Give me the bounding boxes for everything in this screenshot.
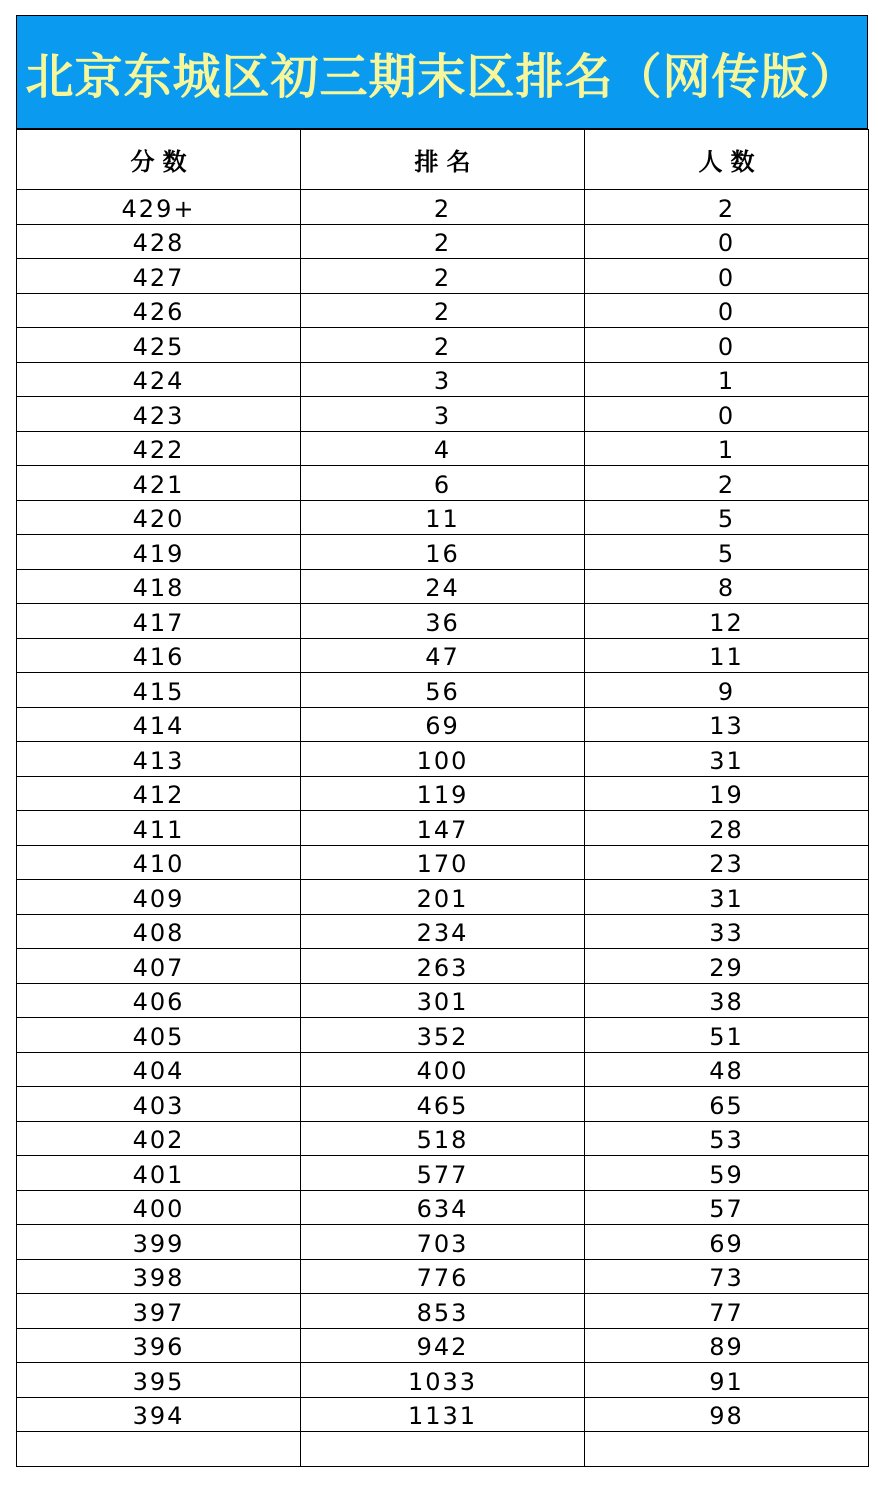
cell-count: 13 <box>585 707 869 742</box>
cell-count: 12 <box>585 604 869 639</box>
ranking-sheet <box>16 15 868 1467</box>
table-row <box>17 776 869 811</box>
cell-rank: 1131 <box>301 1397 585 1432</box>
cell-count: 69 <box>585 1225 869 1260</box>
cell-count: 1 <box>585 431 869 466</box>
page-title: 北京东城区初三期末区排名（网传版） <box>25 48 859 105</box>
cell-rank: 6 <box>301 466 585 501</box>
cell-score: 403 <box>17 1087 301 1122</box>
table-row <box>17 466 869 501</box>
table-row <box>17 224 869 259</box>
cell-score: 417 <box>17 604 301 639</box>
cell-count: 29 <box>585 949 869 984</box>
cell-score: 401 <box>17 1156 301 1191</box>
table-row <box>17 1190 869 1225</box>
cell-rank: 518 <box>301 1121 585 1156</box>
cell-count: 38 <box>585 983 869 1018</box>
cell-rank: 400 <box>301 1052 585 1087</box>
cell-score: 399 <box>17 1225 301 1260</box>
table-row <box>17 742 869 777</box>
cell-rank: 853 <box>301 1294 585 1329</box>
cell-score: 404 <box>17 1052 301 1087</box>
cell-rank: 776 <box>301 1259 585 1294</box>
cell-score: 419 <box>17 535 301 570</box>
cell-count: 31 <box>585 742 869 777</box>
table-row <box>17 983 869 1018</box>
cell-count: 2 <box>585 466 869 501</box>
table-row <box>17 811 869 846</box>
cell-rank: 2 <box>301 293 585 328</box>
cell-score: 415 <box>17 673 301 708</box>
cell-count: 77 <box>585 1294 869 1329</box>
cell-rank: 16 <box>301 535 585 570</box>
cell-score: 410 <box>17 845 301 880</box>
cell-score: 409 <box>17 880 301 915</box>
cell-count: 28 <box>585 811 869 846</box>
cell-count: 11 <box>585 638 869 673</box>
table-row <box>17 535 869 570</box>
cell-count: 91 <box>585 1363 869 1398</box>
cell-score: 398 <box>17 1259 301 1294</box>
table-row <box>17 1294 869 1329</box>
cell-count: 8 <box>585 569 869 604</box>
cell-score <box>17 1432 301 1467</box>
cell-count: 65 <box>585 1087 869 1122</box>
cell-score: 407 <box>17 949 301 984</box>
cell-score: 414 <box>17 707 301 742</box>
cell-count: 98 <box>585 1397 869 1432</box>
cell-score: 394 <box>17 1397 301 1432</box>
cell-rank: 2 <box>301 259 585 294</box>
cell-count: 59 <box>585 1156 869 1191</box>
cell-score: 427 <box>17 259 301 294</box>
table-row <box>17 1397 869 1432</box>
cell-score: 396 <box>17 1328 301 1363</box>
cell-rank: 634 <box>301 1190 585 1225</box>
cell-rank: 301 <box>301 983 585 1018</box>
table-row <box>17 1328 869 1363</box>
table-row <box>17 362 869 397</box>
cell-score: 412 <box>17 776 301 811</box>
table-row <box>17 1225 869 1260</box>
cell-rank: 3 <box>301 397 585 432</box>
table-row <box>17 707 869 742</box>
cell-count: 2 <box>585 190 869 225</box>
cell-count: 0 <box>585 224 869 259</box>
cell-score: 402 <box>17 1121 301 1156</box>
cell-rank: 36 <box>301 604 585 639</box>
table-row <box>17 1121 869 1156</box>
table-row <box>17 673 869 708</box>
table-row <box>17 604 869 639</box>
cell-rank: 465 <box>301 1087 585 1122</box>
cell-count: 1 <box>585 362 869 397</box>
cell-score: 426 <box>17 293 301 328</box>
cell-count: 9 <box>585 673 869 708</box>
header-count: 人数 <box>585 130 869 190</box>
cell-rank: 170 <box>301 845 585 880</box>
cell-count: 0 <box>585 259 869 294</box>
table-row <box>17 190 869 225</box>
cell-count: 53 <box>585 1121 869 1156</box>
cell-rank: 100 <box>301 742 585 777</box>
cell-score: 429+ <box>17 190 301 225</box>
cell-rank: 1033 <box>301 1363 585 1398</box>
table-row <box>17 1156 869 1191</box>
cell-rank: 352 <box>301 1018 585 1053</box>
table-body <box>17 190 869 1467</box>
cell-rank: 4 <box>301 431 585 466</box>
cell-score: 408 <box>17 914 301 949</box>
cell-score: 395 <box>17 1363 301 1398</box>
cell-score: 397 <box>17 1294 301 1329</box>
cell-count <box>585 1432 869 1467</box>
cell-rank: 942 <box>301 1328 585 1363</box>
table-row <box>17 1259 869 1294</box>
cell-score: 422 <box>17 431 301 466</box>
cell-count: 51 <box>585 1018 869 1053</box>
table-row <box>17 431 869 466</box>
table-row <box>17 397 869 432</box>
cell-score: 405 <box>17 1018 301 1053</box>
cell-score: 416 <box>17 638 301 673</box>
cell-count: 19 <box>585 776 869 811</box>
cell-score: 424 <box>17 362 301 397</box>
table-row <box>17 949 869 984</box>
cell-score: 413 <box>17 742 301 777</box>
table-row <box>17 1018 869 1053</box>
table-row <box>17 500 869 535</box>
header-rank: 排名 <box>301 130 585 190</box>
cell-score: 421 <box>17 466 301 501</box>
table-row <box>17 1363 869 1398</box>
table-row <box>17 1087 869 1122</box>
table-row <box>17 845 869 880</box>
cell-score: 428 <box>17 224 301 259</box>
cell-rank: 147 <box>301 811 585 846</box>
table-row <box>17 328 869 363</box>
cell-rank: 2 <box>301 224 585 259</box>
cell-count: 5 <box>585 500 869 535</box>
cell-count: 0 <box>585 293 869 328</box>
cell-count: 0 <box>585 397 869 432</box>
cell-rank: 69 <box>301 707 585 742</box>
table-row <box>17 1052 869 1087</box>
cell-rank: 119 <box>301 776 585 811</box>
cell-score: 425 <box>17 328 301 363</box>
cell-rank <box>301 1432 585 1467</box>
cell-count: 57 <box>585 1190 869 1225</box>
cell-rank: 11 <box>301 500 585 535</box>
header-score: 分数 <box>17 130 301 190</box>
cell-rank: 201 <box>301 880 585 915</box>
cell-score: 418 <box>17 569 301 604</box>
cell-rank: 577 <box>301 1156 585 1191</box>
cell-score: 400 <box>17 1190 301 1225</box>
cell-score: 420 <box>17 500 301 535</box>
cell-count: 48 <box>585 1052 869 1087</box>
header-row <box>17 130 869 190</box>
cell-score: 411 <box>17 811 301 846</box>
cell-count: 73 <box>585 1259 869 1294</box>
cell-rank: 703 <box>301 1225 585 1260</box>
cell-rank: 263 <box>301 949 585 984</box>
table-row <box>17 914 869 949</box>
cell-count: 33 <box>585 914 869 949</box>
cell-rank: 56 <box>301 673 585 708</box>
title-banner <box>16 15 868 129</box>
table-row <box>17 880 869 915</box>
cell-rank: 2 <box>301 328 585 363</box>
table-row <box>17 293 869 328</box>
cell-score: 406 <box>17 983 301 1018</box>
table-row <box>17 569 869 604</box>
cell-rank: 47 <box>301 638 585 673</box>
cell-score: 423 <box>17 397 301 432</box>
cell-rank: 24 <box>301 569 585 604</box>
cell-rank: 234 <box>301 914 585 949</box>
ranking-table <box>16 129 869 1467</box>
table-row <box>17 1432 869 1467</box>
table-row <box>17 259 869 294</box>
table-row <box>17 638 869 673</box>
cell-count: 5 <box>585 535 869 570</box>
cell-rank: 2 <box>301 190 585 225</box>
cell-rank: 3 <box>301 362 585 397</box>
cell-count: 23 <box>585 845 869 880</box>
cell-count: 0 <box>585 328 869 363</box>
cell-count: 89 <box>585 1328 869 1363</box>
cell-count: 31 <box>585 880 869 915</box>
